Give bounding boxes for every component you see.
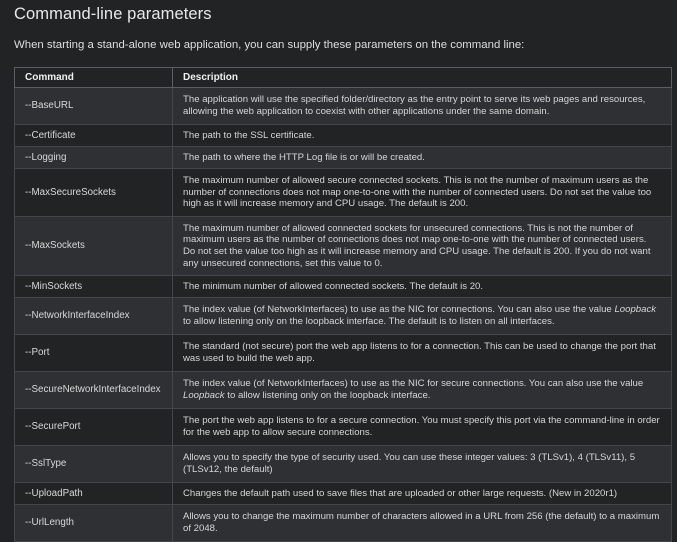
description-cell: Allows you to change the maximum number of characters allowed in a URL from 256 (the default) to a maximum of 2048. xyxy=(173,505,672,542)
command-cell: --Logging xyxy=(15,147,173,169)
column-header-description: Description xyxy=(173,68,672,88)
description-text: to allow listening only on the loopback interface. The default is to listen on all interfaces. xyxy=(183,316,555,327)
command-cell: --UploadPath xyxy=(15,483,173,505)
description-cell: The maximum number of allowed secure connected sockets. This is not the number of maximum users as the number of connections does not map one-to-one with the number of connected users. Do not set the value too high as it will increase memory and CPU usage. The default is 200. xyxy=(173,169,672,217)
command-cell: --BaseURL xyxy=(15,88,173,125)
table-row xyxy=(15,276,672,298)
description-cell: The path to the SSL certificate. xyxy=(173,125,672,147)
command-cell: --SslType xyxy=(15,446,173,483)
description-cell: The maximum number of allowed connected sockets for unsecured connections. This is not the number of maximum users as the number of connections does not map one-to-one with the number of connected users. Do not set the value too high as it will increase memory and CPU usage. The default is 200. If you do not want any unsecured connections, set this value to 0. xyxy=(173,217,672,276)
command-cell: --Port xyxy=(15,335,173,372)
table-row xyxy=(15,483,672,505)
table-row xyxy=(15,147,672,169)
column-header-command: Command xyxy=(15,68,173,88)
description-cell: The path to where the HTTP Log file is or will be created. xyxy=(173,147,672,169)
description-cell: The minimum number of allowed connected sockets. The default is 20. xyxy=(173,276,672,298)
table-row xyxy=(15,409,672,446)
description-cell: Changes the default path used to save files that are uploaded or other large requests. (New in 2020r1) xyxy=(173,483,672,505)
parameters-table xyxy=(14,67,672,542)
description-text: The index value (of NetworkInterfaces) to use as the NIC for secure connections. You can also use the value xyxy=(183,378,644,390)
table-row xyxy=(15,88,672,125)
command-cell: --MaxSockets xyxy=(15,217,173,276)
command-cell: --Certificate xyxy=(15,125,173,147)
table-header-row xyxy=(15,68,672,88)
description-cell: Allows you to specify the type of security used. You can use these integer values: 3 (TLSv1), 4 (TLSv11), 5 (TLSv12, the default) xyxy=(173,446,672,483)
table-row xyxy=(15,372,672,409)
description-cell: The application will use the specified folder/directory as the entry point to serve its web pages and resources, allowing the web application to coexist with other applications under the same domain. xyxy=(173,88,672,125)
command-cell: --UrlLength xyxy=(15,505,173,542)
table-row xyxy=(15,446,672,483)
description-text: to allow listening only on the loopback interface. xyxy=(224,390,431,401)
description-emphasis: Loopback xyxy=(183,390,225,401)
description-cell: The port the web app listens to for a secure connection. You must specify this port via the command-line in order for the web app to allow secure connections. xyxy=(173,409,672,446)
description-emphasis: Loopback xyxy=(614,304,657,316)
command-cell: --NetworkInterfaceIndex xyxy=(15,298,173,335)
description-cell: The standard (not secure) port the web app listens to for a connection. This can be used to change the port that was used to build the web app. xyxy=(173,335,672,372)
description-cell xyxy=(173,372,672,409)
table-row xyxy=(15,505,672,542)
command-cell: --SecurePort xyxy=(15,409,173,446)
description-cell xyxy=(173,298,672,335)
page-title: Command-line parameters xyxy=(14,5,212,23)
table-row xyxy=(15,335,672,372)
command-cell: --MaxSecureSockets xyxy=(15,169,173,217)
description-text: The index value (of NetworkInterfaces) to use as the NIC for connections. You can also use the value xyxy=(183,304,615,316)
table-row xyxy=(15,298,672,335)
intro-text: When starting a stand-alone web application, you can supply these parameters on the command line: xyxy=(14,39,525,51)
table-row xyxy=(15,125,672,147)
command-cell: --MinSockets xyxy=(15,276,173,298)
table-row xyxy=(15,169,672,217)
table-row xyxy=(15,217,672,276)
command-cell: --SecureNetworkInterfaceIndex xyxy=(15,372,173,409)
